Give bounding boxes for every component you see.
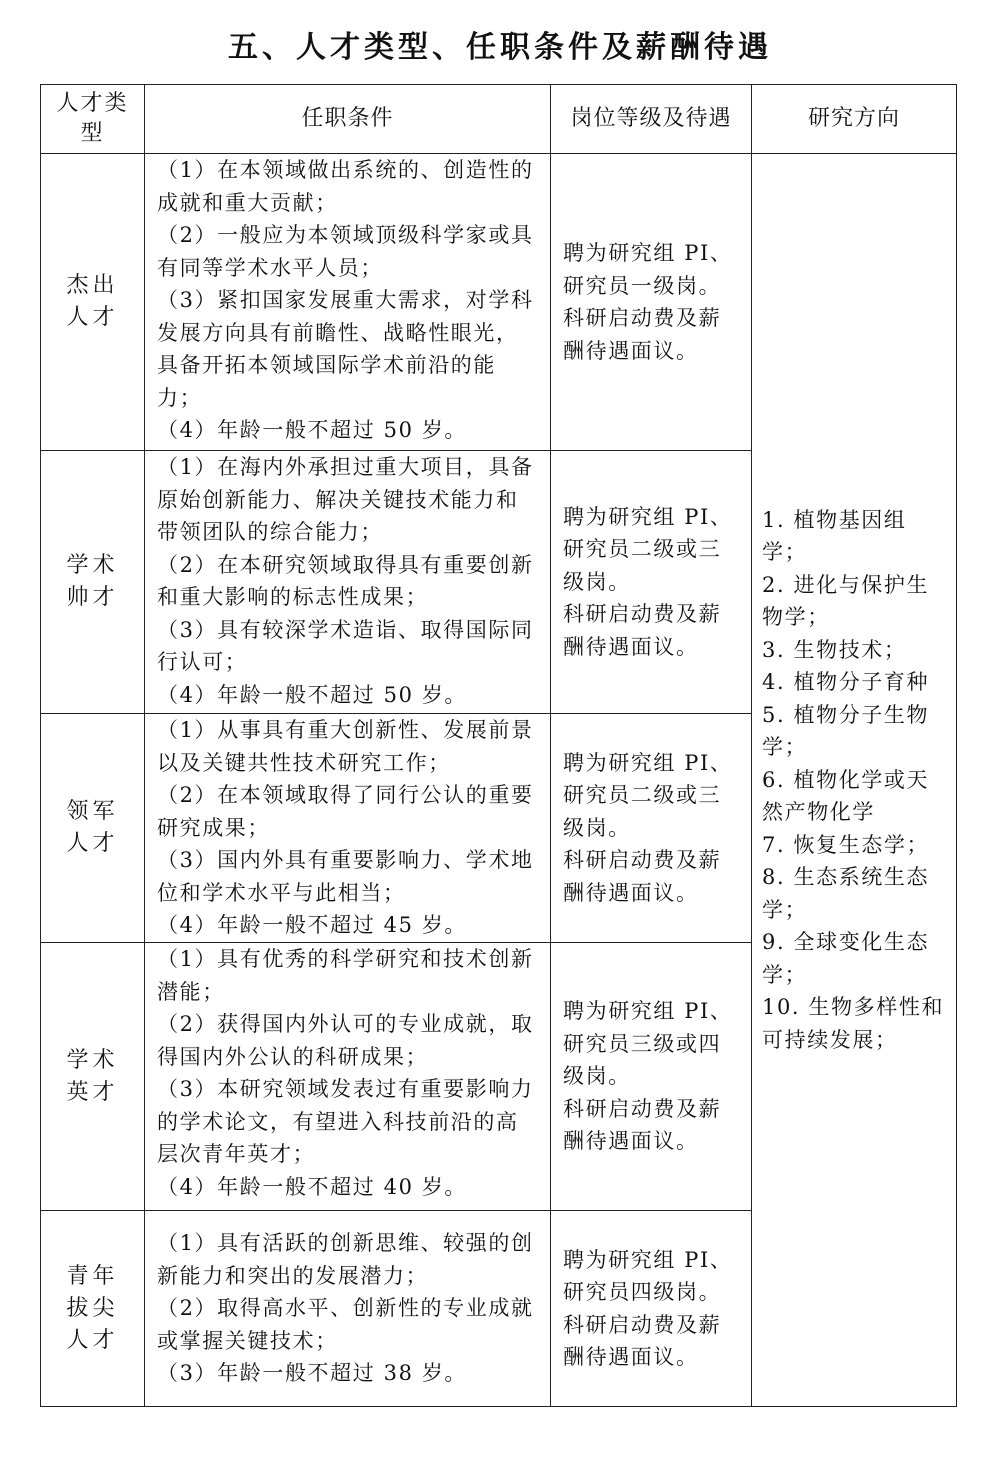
direction-item: 9. 全球变化生态学； (762, 930, 930, 987)
condition-item: （3）紧扣国家发展重大需求，对学科发展方向具有前瞻性、战略性眼光，具备开拓本领域国际学术前沿的能力； (157, 288, 534, 410)
condition-item: （1）具有活跃的创新思维、较强的创新能力和突出的发展潜力； (157, 1231, 534, 1288)
post-grade: 聘为研究组 PI、研究员四级岗。 (563, 1247, 733, 1304)
post-salary: 科研启动费及薪酬待遇面议。 (563, 848, 722, 905)
post-cell (551, 154, 752, 451)
post-salary: 科研启动费及薪酬待遇面议。 (563, 1096, 722, 1154)
conditions-list (157, 451, 540, 711)
direction-item: 3. 生物技术； (762, 637, 907, 662)
research-direction-list (762, 504, 948, 1057)
talent-type: 学术英才 (41, 943, 145, 1211)
direction-item: 6. 植物化学或天然产物化学 (762, 767, 930, 825)
conditions-cell (145, 943, 551, 1211)
condition-item: （2）在本领域取得了同行公认的重要研究成果； (157, 783, 534, 840)
direction-item: 8. 生态系统生态学； (762, 865, 930, 922)
post-grade: 聘为研究组 PI、研究员二级或三级岗。 (563, 750, 733, 840)
table-header-row (41, 85, 957, 154)
condition-item: （1）在本领域做出系统的、创造性的成就和重大贡献； (157, 158, 534, 215)
conditions-cell (145, 1211, 551, 1407)
header-conditions: 任职条件 (145, 85, 551, 154)
condition-item: （2）一般应为本领域顶级科学家或具有同等学术水平人员； (157, 223, 534, 280)
post-cell (551, 943, 752, 1211)
conditions-list (157, 714, 540, 942)
condition-item: （3）具有较深学术造诣、取得国际同行认可； (157, 617, 534, 674)
condition-item: （3）本研究领域发表过有重要影响力的学术论文，有望进入科技前沿的高层次青年英才； (157, 1077, 534, 1166)
post-cell (551, 1211, 752, 1407)
conditions-list (157, 943, 540, 1203)
post-grade: 聘为研究组 PI、研究员二级或三级岗。 (563, 504, 733, 594)
condition-item: （4）年龄一般不超过 45 岁。 (157, 913, 468, 937)
condition-item: （1）在海内外承担过重大项目，具备原始创新能力、解决关键技术能力和带领团队的综合能力； (157, 455, 534, 544)
condition-item: （4）年龄一般不超过 50 岁。 (157, 418, 468, 442)
header-type: 人才类型 (41, 85, 145, 154)
talent-type: 青年拔尖人才 (41, 1211, 145, 1407)
conditions-cell (145, 154, 551, 451)
direction-item: 1. 植物基因组学； (762, 507, 907, 565)
post-salary: 科研启动费及薪酬待遇面议。 (563, 602, 722, 659)
condition-item: （4）年龄一般不超过 50 岁。 (157, 682, 468, 707)
conditions-cell (145, 451, 551, 714)
page-title: 五、人才类型、任职条件及薪酬待遇 (228, 30, 772, 65)
direction-item: 2. 进化与保护生物学； (762, 572, 930, 630)
condition-item: （4）年龄一般不超过 40 岁。 (157, 1174, 468, 1199)
post-cell (551, 714, 752, 943)
talent-table (40, 84, 957, 1407)
conditions-list (157, 1227, 540, 1390)
condition-item: （2）获得国内外认可的专业成就，取得国内外公认的科研成果； (157, 1012, 534, 1069)
direction-item: 7. 恢复生态学； (762, 832, 930, 857)
direction-item: 4. 植物分子育种 (762, 670, 930, 695)
talent-type: 领军人才 (41, 714, 145, 943)
conditions-cell (145, 714, 551, 943)
header-post: 岗位等级及待遇 (551, 85, 752, 154)
post-salary: 科研启动费及薪酬待遇面议。 (563, 306, 722, 363)
research-direction-cell (752, 154, 957, 1407)
post-grade: 聘为研究组 PI、研究员三级或四级岗。 (563, 999, 733, 1089)
condition-item: （3）国内外具有重要影响力、学术地位和学术水平与此相当； (157, 848, 534, 905)
condition-item: （1）从事具有重大创新性、发展前景以及关键共性技术研究工作； (157, 718, 534, 775)
header-direction: 研究方向 (752, 85, 957, 154)
direction-item: 10. 生物多样性和可持续发展； (762, 995, 945, 1052)
talent-type: 杰出人才 (41, 154, 145, 451)
condition-item: （2）在本研究领域取得具有重要创新和重大影响的标志性成果； (157, 552, 534, 609)
post-grade: 聘为研究组 PI、研究员一级岗。 (563, 241, 733, 298)
post-salary: 科研启动费及薪酬待遇面议。 (563, 1312, 722, 1369)
condition-item: （1）具有优秀的科学研究和技术创新潜能； (157, 947, 534, 1004)
direction-item: 5. 植物分子生物学； (762, 702, 930, 760)
condition-item: （3）年龄一般不超过 38 岁。 (157, 1361, 468, 1386)
table-row (41, 154, 957, 451)
talent-type: 学术帅才 (41, 451, 145, 714)
condition-item: （2）取得高水平、创新性的专业成就或掌握关键技术； (157, 1296, 534, 1353)
post-cell (551, 451, 752, 714)
conditions-list (157, 154, 540, 447)
